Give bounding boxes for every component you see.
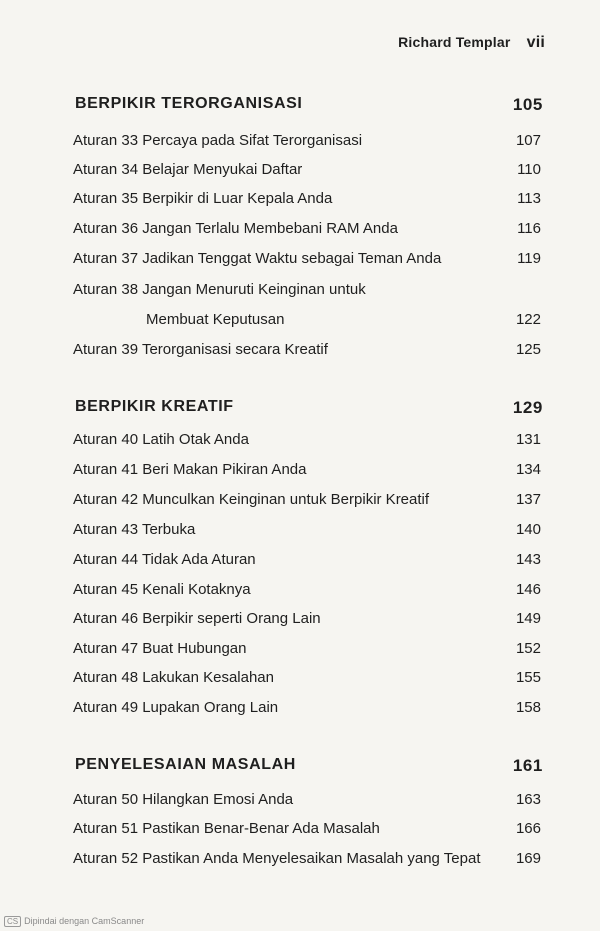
toc-entry [73, 340, 541, 360]
toc-entry-title: Aturan 42 Munculkan Keinginan untuk Berpikir Kreatif [73, 491, 430, 508]
toc-entry-title: Aturan 40 Latih Otak Anda [73, 431, 249, 448]
toc-entry-page: 119 [517, 250, 541, 267]
toc-entry-page: 122 [515, 311, 541, 328]
toc-entry-title: Aturan 43 Terbuka [73, 521, 196, 538]
toc-entry [73, 849, 541, 869]
toc-entry-title: Aturan 45 Kenali Kotaknya [73, 581, 251, 598]
toc-entry-title: Aturan 36 Jangan Terlalu Membebani RAM Anda [73, 220, 398, 237]
toc-entry-title: Aturan 35 Berpikir di Luar Kepala Anda [73, 190, 333, 207]
toc-entry [73, 639, 541, 659]
toc-entry [73, 668, 541, 688]
section-title: BERPIKIR KREATIF [75, 398, 234, 415]
toc-entry [73, 698, 541, 718]
toc-entry-page: 169 [515, 850, 541, 867]
toc-entry [73, 219, 541, 239]
section-title: PENYELESAIAN MASALAH [75, 756, 296, 773]
toc-entry-page: 140 [515, 521, 541, 538]
header-page-number: vii [526, 34, 545, 51]
toc-entry-title: Aturan 50 Hilangkan Emosi Anda [73, 791, 294, 808]
toc-entry-continuation [73, 310, 541, 330]
toc-entry-title: Aturan 33 Percaya pada Sifat Terorganisasi [73, 132, 363, 149]
toc-entry [73, 790, 541, 810]
toc-entry-title: Aturan 49 Lupakan Orang Lain [73, 699, 279, 716]
toc-entry-title: Aturan 47 Buat Hubungan [73, 640, 247, 657]
toc-entry-page: 113 [517, 190, 541, 207]
toc-entry-page: 143 [515, 551, 541, 568]
toc-entry-page: 137 [515, 491, 541, 508]
toc-entry [73, 550, 541, 570]
toc-entry-title: Aturan 41 Beri Makan Pikiran Anda [73, 461, 307, 478]
toc-entry-title: Aturan 37 Jadikan Tenggat Waktu sebagai Teman Anda [73, 250, 442, 267]
toc-entry-page: 166 [515, 820, 541, 837]
toc-entry-title: Aturan 34 Belajar Menyukai Daftar [73, 161, 303, 178]
toc-entry [73, 131, 541, 151]
section-page: 161 [512, 756, 543, 775]
toc-entry-page: 125 [515, 341, 541, 358]
toc-entry-page: 158 [515, 699, 541, 716]
toc-entry-title: Aturan 52 Pastikan Anda Menyelesaikan Masalah yang Tepat [73, 850, 481, 867]
toc-entry-page: 149 [515, 610, 541, 627]
toc-entry-title: Aturan 46 Berpikir seperti Orang Lain [73, 610, 321, 627]
toc-entry-page: 152 [515, 640, 541, 657]
toc-entry [73, 249, 541, 269]
scanner-watermark [4, 916, 144, 927]
toc-entry-page: 134 [515, 461, 541, 478]
toc-entry-title: Aturan 51 Pastikan Benar-Benar Ada Masalah [73, 820, 380, 837]
toc-entry-title: Aturan 44 Tidak Ada Aturan [73, 551, 256, 568]
toc-entry-page: 107 [515, 132, 541, 149]
toc-entry [73, 490, 541, 510]
section-heading-penyelesaian-masalah [75, 756, 543, 774]
toc-entry [73, 609, 541, 629]
toc-entry [73, 160, 541, 180]
toc-entry [73, 520, 541, 540]
toc-entry-page: 163 [515, 791, 541, 808]
toc-entry-page: 146 [515, 581, 541, 598]
toc-entry [73, 580, 541, 600]
toc-entry-page: 155 [515, 669, 541, 686]
toc-entry [73, 460, 541, 480]
section-page: 129 [512, 398, 543, 417]
header-author: Richard Templar [398, 34, 511, 50]
section-page: 105 [512, 95, 543, 114]
toc-entry [73, 430, 541, 450]
toc-entry-title: Aturan 39 Terorganisasi secara Kreatif [73, 341, 328, 358]
toc-entry [73, 280, 541, 300]
camscanner-logo-icon: CS [4, 916, 21, 927]
section-heading-berpikir-kreatif [75, 398, 543, 416]
toc-entry [73, 819, 541, 839]
watermark-text: Dipindai dengan CamScanner [24, 916, 145, 926]
toc-entry-page: 110 [517, 161, 541, 178]
section-title: BERPIKIR TERORGANISASI [75, 95, 303, 112]
toc-entry-page: 116 [517, 220, 541, 237]
toc-entry-page: 131 [515, 431, 541, 448]
running-header [398, 34, 545, 52]
toc-entry-title: Aturan 38 Jangan Menuruti Keinginan untuk [73, 281, 366, 298]
toc-entry [73, 189, 541, 209]
toc-entry-title: Aturan 48 Lakukan Kesalahan [73, 669, 274, 686]
toc-entry-title: Membuat Keputusan [146, 311, 285, 328]
section-heading-berpikir-terorganisasi [75, 95, 543, 113]
